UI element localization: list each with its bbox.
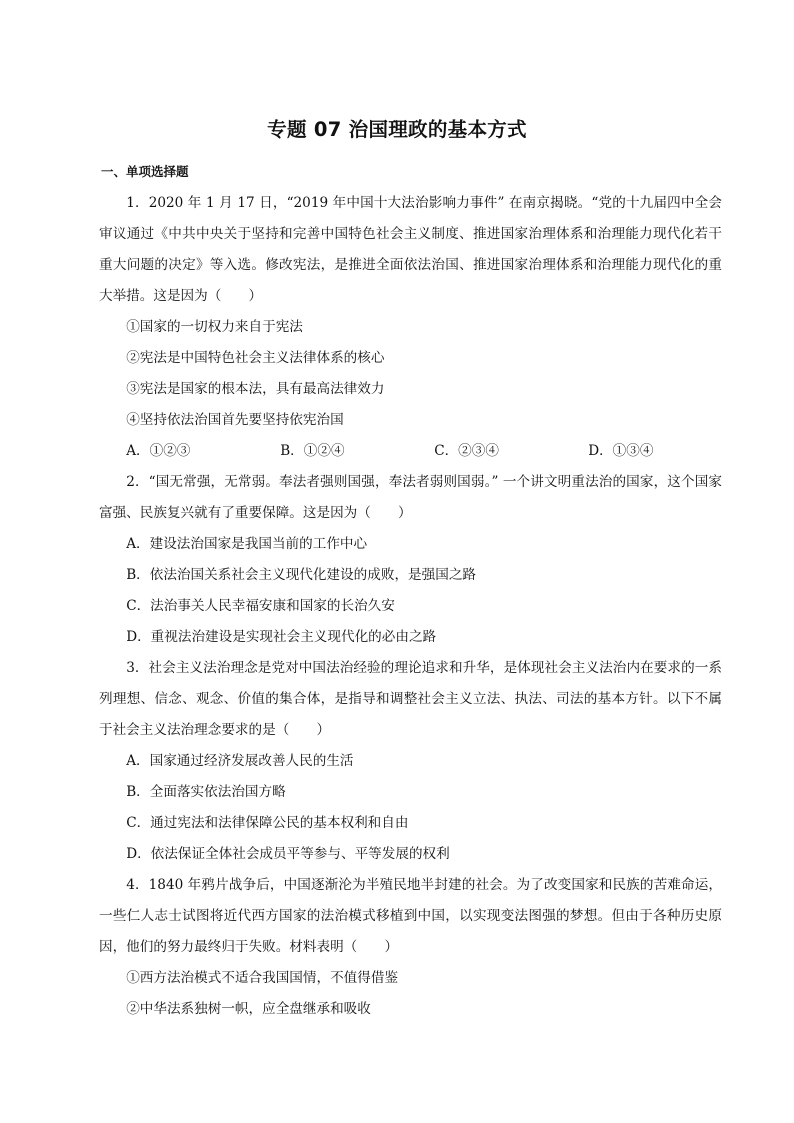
- question-stem: 2．“国无常强，无常弱。奉法者强则国强，奉法者弱则国弱。” 一个讲文明重法治的国家，这个国家富强、民族复兴就有了重要保障。这是因为（ ）: [99, 474, 722, 521]
- question-1: [99, 188, 722, 467]
- section-heading: 一、单项选择题: [101, 164, 189, 179]
- question-stem: 4．1840 年鸦片战争后，中国逐渐沦为半殖民地半封建的社会。为了改变国家和民族的苦难命运，一些仁人志士试图将近代西方国家的法治模式移植到中国，以实现变法图强的梦想。但由于各种历史原因，他们的努力最终归于失败。材料表明（ ）: [99, 877, 722, 955]
- option-c: C．通过宪法和法律保障公民的基本权利和自由: [126, 815, 409, 831]
- question-3: [99, 653, 722, 870]
- question-stem: 1．2020 年 1 月 17 日，“2019 年中国十大法治影响力事件” 在南京揭晓。“党的十九届四中全会审议通过《中共中央关于坚持和完善中国特色社会主义制度、推进国家治理体系和治理能力现代化若干重大问题的决定》等入选。修改宪法，是推进全面依法治国、推进国家治理体系和治理能力现代化的重大举措。这是因为（ ）: [99, 195, 722, 304]
- question-2: [99, 467, 722, 653]
- option-a: A．建设法治国家是我国当前的工作中心: [126, 536, 368, 552]
- statement-item: ④坚持依法治国首先要坚持依宪治国: [126, 412, 344, 428]
- choice-b: B．①②④: [280, 443, 345, 459]
- option-b: B．依法治国关系社会主义现代化建设的成败，是强国之路: [126, 567, 477, 583]
- option-b: B．全面落实依法治国方略: [126, 784, 286, 800]
- choice-d: D．①③④: [588, 443, 654, 459]
- statement-item: ①西方法治模式不适合我国国情，不值得借鉴: [126, 970, 399, 986]
- question-stem: 3．社会主义法治理念是党对中国法治经验的理论追求和升华，是体现社会主义法治内在要求的一系列理想、信念、观念、价值的集合体，是指导和调整社会主义立法、执法、司法的基本方针。以下不属于社会主义法治理念要求的是（ ）: [99, 660, 722, 738]
- question-4: [99, 870, 722, 1025]
- statement-item: ②宪法是中国特色社会主义法律体系的核心: [126, 350, 385, 366]
- statement-item: ①国家的一切权力来自于宪法: [126, 319, 303, 335]
- option-c: C．法治事关人民幸福安康和国家的长治久安: [126, 598, 395, 614]
- option-a: A．国家通过经济发展改善人民的生活: [126, 753, 354, 769]
- option-d: D．依法保证全体社会成员平等参与、平等发展的权利: [126, 846, 450, 862]
- statement-item: ②中华法系独树一帜，应全盘继承和吸收: [126, 1001, 371, 1017]
- answer-choices: [99, 436, 722, 467]
- question-list: [99, 188, 722, 1025]
- choice-a: A．①②③: [126, 443, 191, 459]
- statement-item: ③宪法是国家的根本法，具有最高法律效力: [126, 381, 385, 397]
- choice-c: C．②③④: [434, 443, 499, 459]
- document-title: 专题 07 治国理政的基本方式: [267, 118, 527, 141]
- option-d: D．重视法治建设是实现社会主义现代化的必由之路: [126, 629, 437, 645]
